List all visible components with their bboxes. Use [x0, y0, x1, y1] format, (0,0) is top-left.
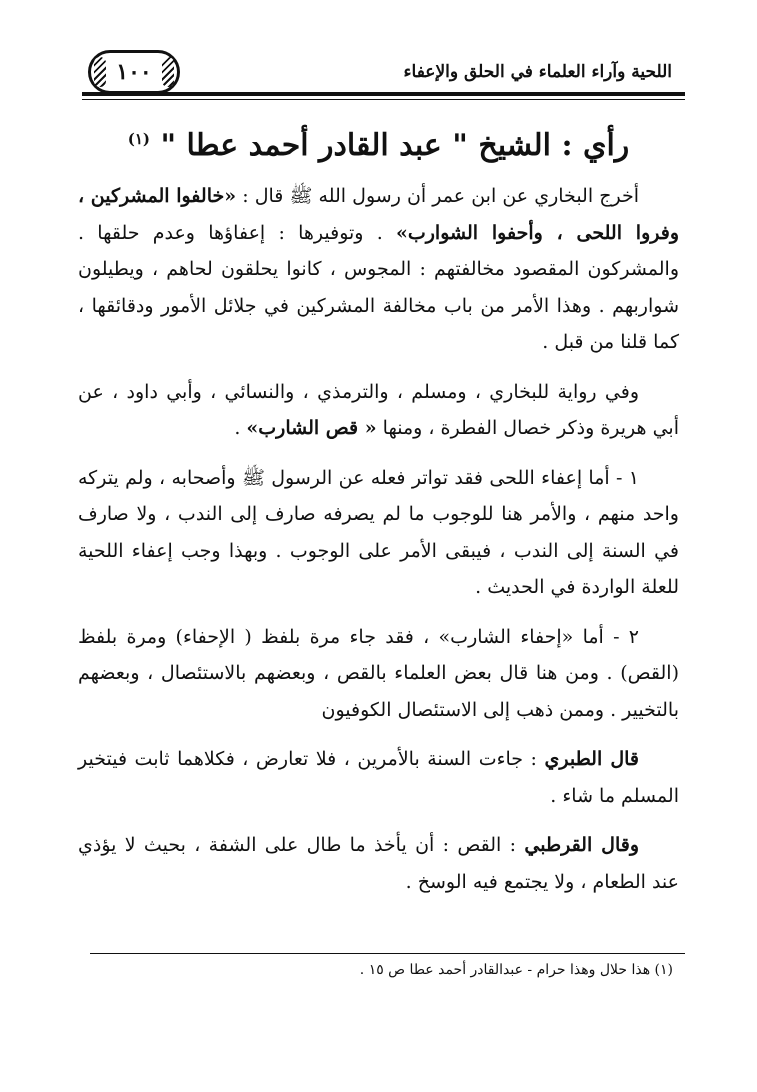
- paragraph-text: . وتوفيرها : إعفاؤها وعدم حلقها . والمشركون المقصود مخالفتهم : المجوس ، كانوا يحلقون لحاهم ، ويطيلون شواربهم . وهذا الأمر من باب مخالفة المشركين في جلائل الأمور ودقائقها ، كما قلنا من قبل .: [78, 221, 679, 353]
- scholar-name: وقال القرطبي: [524, 834, 640, 856]
- page-number-badge: [88, 50, 180, 94]
- hadith-quote: «خالفوا المشركين ، وفروا اللحى ، وأحفوا الشوارب»: [78, 185, 680, 244]
- paragraph-text: أخرج البخاري عن ابن عمر أن رسول الله ﷺ قال :: [236, 185, 639, 207]
- paragraph-point-1: ١ - أما إعفاء اللحى فقد تواتر فعله عن الرسول ﷺ وأصحابه ، ولم يتركه واحد منهم ، والأمر هنا للوجوب ما لم يصرفه صارف إلى الندب ، ولا صارف في السنة إلى الندب ، فيبقى الأمر على الوجوب . وبهذا وجب إعفاء اللحية للعلة الواردة في الحديث .: [78, 466, 679, 598]
- paragraph-point-2: ٢ - أما «إحفاء الشارب» ، فقد جاء مرة بلفظ ( الإحفاء) ومرة بلفظ (القص) . ومن هنا قال بعض العلماء بالقص ، وبعضهم بالاستئصال ، وبعضهم بالتخيير . وممن ذهب إلى الاستئصال الكوفيون: [78, 625, 679, 721]
- paragraph-text: وفي رواية للبخاري ، ومسلم ، والترمذي ، والنسائي ، وأبي داود ، عن أبي هريرة وذكر خصال الفطرة ، ومنها: [78, 380, 679, 439]
- footnote-reference: (١): [127, 130, 150, 148]
- paragraph-qurtubi: [78, 827, 679, 900]
- scholar-name: قال الطبري: [544, 748, 639, 770]
- header-rule-thin: [82, 99, 685, 100]
- footnote: (١) هذا حلال وهذا حرام - عبدالقادر أحمد عطا ص ١٥ .: [359, 962, 673, 978]
- header-rule-thick: [82, 92, 685, 96]
- paragraph-text: .: [234, 417, 247, 439]
- section-title-text: رأي : الشيخ " عبد القادر أحمد عطا ": [160, 128, 630, 163]
- paragraph-text: : جاءت السنة بالأمرين ، فلا تعارض ، فكلاهما ثابت فيتخير المسلم ما شاء .: [78, 748, 679, 807]
- hadith-quote: « قص الشارب»: [246, 417, 377, 439]
- running-header-title: اللحية وآراء العلماء في الحلق والإعفاء: [403, 62, 672, 82]
- paragraph-fitrah: [78, 374, 679, 447]
- section-title: [70, 128, 687, 163]
- page-number: ١٠٠: [116, 59, 152, 85]
- paragraph-hadith-bukhari: [78, 178, 679, 361]
- body-text: [78, 178, 679, 900]
- footnote-rule: [90, 953, 685, 954]
- paragraph-text: : القص : أن يأخذ ما طال على الشفة ، بحيث لا يؤذي عند الطعام ، ولا يجتمع فيه الوسخ .: [78, 834, 679, 893]
- paragraph-tabari: [78, 741, 679, 814]
